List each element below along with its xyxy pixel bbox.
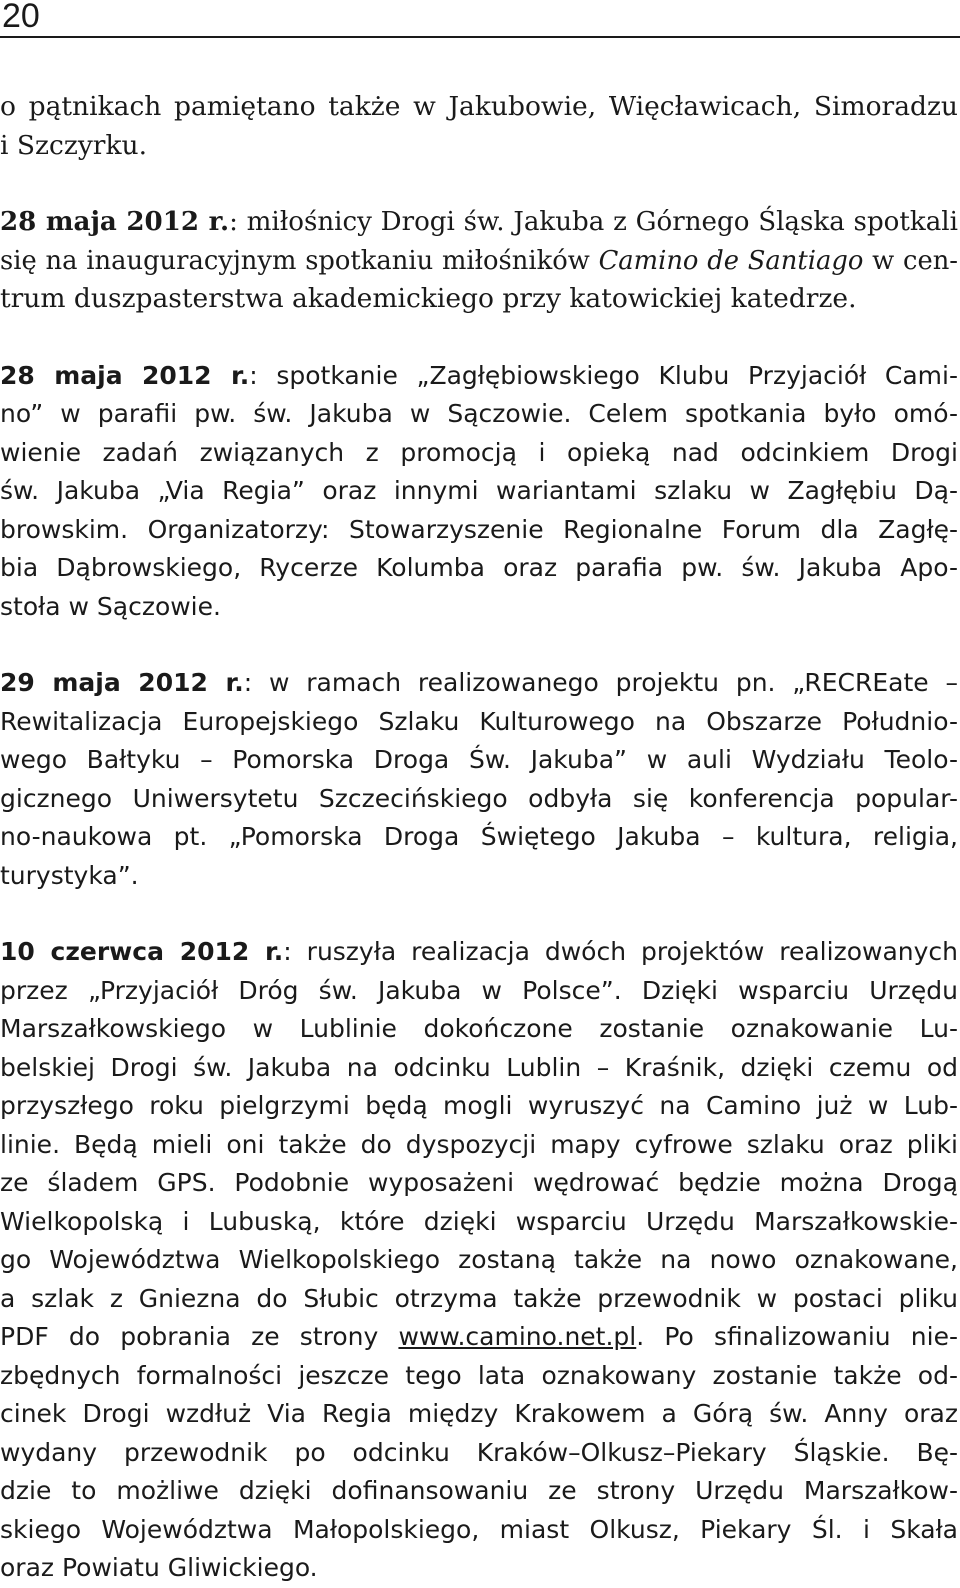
entry-date: 10 czerwca 2012 r. — [0, 937, 284, 966]
text-line: o pątnikach pamiętano także w Jakubowie, Więcławicach, Simoradzu — [0, 91, 958, 122]
text-line: św. Jakuba „Via Regia” oraz innymi wariantami szlaku w Zagłębiu Dą- — [0, 476, 958, 505]
text-line: go Województwa Wielkopolskiego zostaną także na nowo oznakowane, — [0, 1245, 958, 1274]
text-fragment: : w ramach realizowanego projektu pn. „RECREate – — [243, 668, 958, 697]
text-line: wienie zadań związanych z promocją i opieką nad odcinkiem Drogi — [0, 437, 958, 467]
page-number: 20 — [2, 0, 40, 35]
text-line: Wielkopolską i Lubuską, które dzięki wsparciu Urzędu Marszałkowskie- — [0, 1206, 958, 1236]
text-line — [0, 242, 958, 281]
paragraph-entry-28-may-katowice — [0, 203, 958, 319]
entry-date: 29 maja 2012 r. — [0, 668, 244, 697]
text-line: i Szczyrku. — [0, 129, 148, 161]
text-line: belskiej Drogi św. Jakuba na odcinku Lublin – Kraśnik, dzięki czemu od — [0, 1052, 958, 1082]
text-line: a szlak z Gniezna do Słubic otrzyma także przewodnik w postaci pliku — [0, 1283, 958, 1313]
paragraph-entry-10-june-projects — [0, 933, 958, 1588]
text-line: skiego Województwa Małopolskiego, miast Olkusz, Piekary Śl. i Skała — [0, 1514, 958, 1544]
text-line: bia Dąbrowskiego, Rycerze Kolumba oraz parafia pw. św. Jakuba Apo- — [0, 553, 958, 582]
text-line: ze śladem GPS. Podobnie wyposażeni wędrować będzie można Drogą — [0, 1168, 958, 1197]
text-line: Marszałkowskiego w Lublinie dokończone zostanie oznakowanie Lu- — [0, 1014, 958, 1043]
text-line: browskim. Organizatorzy: Stowarzyszenie Regionalne Forum dla Zagłę- — [0, 514, 958, 544]
paragraph-entry-29-may-szczecin — [0, 664, 958, 895]
text-fragment: : ruszyła realizacja dwóch projektów realizowanych — [283, 937, 958, 966]
page-body — [0, 88, 958, 1588]
entry-date: 28 maja 2012 r. — [0, 206, 230, 237]
text-line — [0, 933, 958, 972]
camino-website-link[interactable]: www.camino.net.pl — [398, 1322, 637, 1351]
text-line: cinek Drogi wzdłuż Via Regia między Krakowem a Górą św. Anny oraz — [0, 1399, 958, 1428]
header-rule — [0, 36, 960, 38]
text-line: gicznego Uniwersytetu Szczecińskiego odbyła się konferencja popular- — [0, 783, 958, 813]
text-line: przyszłego roku pielgrzymi będą mogli wyruszyć na Camino już w Lub- — [0, 1091, 958, 1120]
text-line: trum duszpasterstwa akademickiego przy katowickiej katedrze. — [0, 283, 857, 314]
text-line: stoła w Sączowie. — [0, 591, 221, 621]
text-line: oraz Powiatu Gliwickiego. — [0, 1553, 318, 1582]
text-line: przez „Przyjaciół Dróg św. Jakuba w Polsce”. Dzięki wsparciu Urzędu — [0, 975, 958, 1005]
text-line: no-naukowa pt. „Pomorska Droga Świętego Jakuba – kultura, religia, — [0, 822, 958, 851]
text-line — [0, 357, 958, 396]
text-line — [0, 664, 958, 703]
text-fragment: PDF do pobrania ze strony — [0, 1322, 399, 1351]
text-fragment: w cen- — [863, 245, 959, 276]
text-line: zbędnych formalności jeszcze tego lata oznakowany zostanie także od- — [0, 1360, 958, 1390]
text-line: Rewitalizacja Europejskiego Szlaku Kulturowego na Obszarze Południo- — [0, 706, 958, 736]
italic-term: Camino de Santiago — [598, 245, 864, 276]
text-fragment: : miłośnicy Drogi św. Jakuba z Górnego Śląska spotkali — [229, 207, 958, 237]
text-line: turystyka”. — [0, 860, 139, 890]
text-line — [0, 1318, 958, 1357]
text-line: no” w parafii pw. św. Jakuba w Sączowie. Celem spotkania było omó- — [0, 399, 958, 428]
text-line: dzie to możliwe dzięki dofinansowaniu ze strony Urzędu Marszałkow- — [0, 1476, 958, 1505]
text-line: wego Bałtyku – Pomorska Droga Św. Jakuba” w auli Wydziału Teolo- — [0, 745, 958, 774]
text-fragment: : spotkanie „Zagłębiowskiego Klubu Przyjaciół Cami- — [249, 360, 958, 390]
text-line — [0, 203, 958, 242]
paragraph-pilgrims-remembered — [0, 88, 958, 165]
text-fragment: . Po sfinalizowaniu nie- — [636, 1322, 958, 1351]
text-line: wydany przewodnik po odcinku Kraków–Olkusz–Piekary Śląskie. Bę- — [0, 1437, 958, 1467]
entry-date: 28 maja 2012 r. — [0, 360, 250, 390]
text-fragment: się na inauguracyjnym spotkaniu miłośników — [0, 245, 599, 276]
paragraph-entry-28-may-saczow — [0, 357, 958, 627]
text-line: linie. Będą mieli oni także do dyspozycji mapy cyfrowe szlaku oraz pliki — [0, 1129, 958, 1159]
